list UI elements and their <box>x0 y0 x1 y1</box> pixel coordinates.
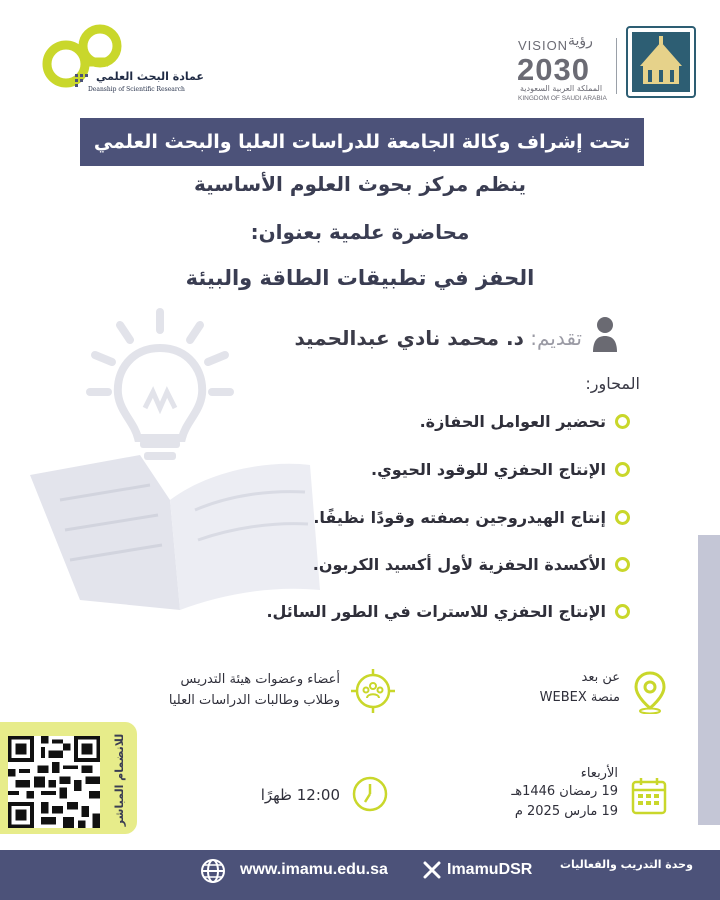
person-icon <box>591 316 619 354</box>
globe-icon <box>200 858 226 884</box>
vision-kingdom-ar: المملكة العربية السعودية <box>520 84 603 93</box>
list-item <box>200 508 630 527</box>
x-logo-icon[interactable] <box>423 861 441 879</box>
axis-item-text: الإنتاج الحفزي للوقود الحيوي. <box>371 460 606 479</box>
presenter-line <box>150 326 582 350</box>
location-line-1: عن بعد <box>581 670 620 685</box>
axis-item-text: إنتاج الهيدروجين بصفته وقودًا نظيفًا. <box>313 508 606 527</box>
clock-icon <box>350 774 390 814</box>
presenter-label: تقديم: <box>530 326 582 350</box>
lecture-line: محاضرة علمية بعنوان: <box>250 220 470 244</box>
logo-divider <box>616 38 617 94</box>
bullet-icon <box>615 604 630 619</box>
axis-item-text: تحضير العوامل الحفازة. <box>419 412 606 431</box>
qr-code[interactable] <box>8 736 100 828</box>
audience-line-2: وطلاب وطالبات الدراسات العليا <box>168 693 340 708</box>
gregorian-date: 19 مارس 2025 م <box>514 804 618 819</box>
vision-word-ar: رؤية <box>568 33 593 49</box>
location-pin-icon <box>632 670 668 714</box>
deanship-name-ar: عمادة البحث العلمي <box>96 70 204 83</box>
axis-item-text: الأكسدة الحفزية لأول أكسيد الكربون. <box>312 555 606 574</box>
bullet-icon <box>615 462 630 477</box>
side-accent-strip <box>698 535 720 825</box>
axes-heading: المحاور: <box>585 374 640 393</box>
footer-unit: وحدة التدريب والفعاليات <box>560 858 693 871</box>
university-emblem <box>626 26 696 98</box>
hijri-date: 19 رمضان 1446هـ <box>511 784 618 799</box>
audience-line-1: أعضاء وعضوات هيئة التدريس <box>180 672 340 687</box>
event-day: الأربعاء <box>580 766 618 781</box>
list-item <box>200 412 630 431</box>
lecture-topic: الحفز في تطبيقات الطاقة والبيئة <box>185 266 535 290</box>
qr-label <box>110 730 130 830</box>
bullet-icon <box>615 414 630 429</box>
location-line-2: منصة WEBEX <box>539 690 620 705</box>
vision-year: 2030 <box>517 52 590 87</box>
qr-label-text: للانضمام المباشر <box>113 733 126 827</box>
presenter-name: د. محمد نادي عبدالحميد <box>294 326 524 350</box>
calendar-icon <box>630 776 668 816</box>
list-item <box>200 460 630 479</box>
list-item <box>200 555 630 574</box>
vision-kingdom-en: KINGDOM OF SAUDI ARABIA <box>518 95 607 102</box>
vision-word: VISION <box>518 38 569 53</box>
bullet-icon <box>615 510 630 525</box>
social-handle-link[interactable]: ImamuDSR <box>447 861 533 878</box>
supervision-banner: تحت إشراف وكالة الجامعة للدراسات العليا والبحث العلمي <box>80 118 644 166</box>
organizer-line: ينظم مركز بحوث العلوم الأساسية <box>193 172 527 196</box>
axis-item-text: الإنتاج الحفزي للاسترات في الطور السائل. <box>266 602 606 621</box>
list-item <box>200 602 630 621</box>
bullet-icon <box>615 557 630 572</box>
audience-group-icon <box>350 668 396 714</box>
deanship-name-en: Deanship of Scientific Research <box>88 86 185 93</box>
event-time: 12:00 ظهرًا <box>260 786 340 804</box>
website-link[interactable]: www.imamu.edu.sa <box>240 861 388 878</box>
